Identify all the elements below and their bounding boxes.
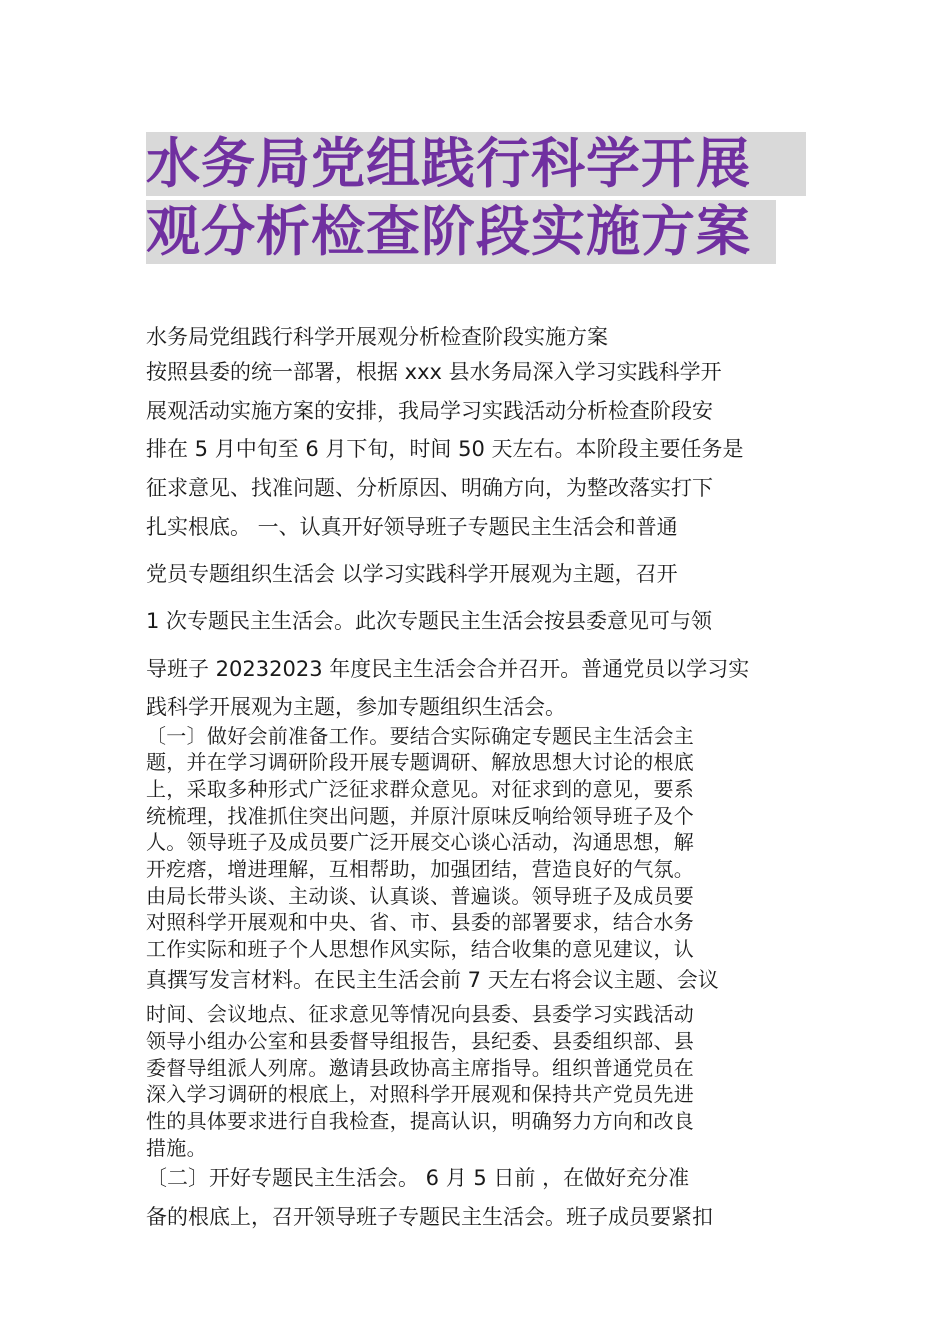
body-line: 开疙瘩，增进理解，互相帮助，加强团结，营造良好的气氛。: [146, 857, 695, 881]
body-line: 〔一〕做好会前准备工作。要结合实际确定专题民主生活会主: [146, 724, 695, 748]
document-title-line-2: 观分析检查阶段实施方案: [146, 200, 776, 264]
body-line: 对照科学开展观和中央、省、市、县委的部署要求，结合水务: [146, 910, 695, 934]
body-line: 展观活动实施方案的安排，我局学习实践活动分析检查阶段安: [146, 399, 713, 423]
body-line: 题，并在学习调研阶段开展专题调研、解放思想大讨论的根底: [146, 750, 695, 774]
body-line: 时间、会议地点、征求意见等情况向县委、县委学习实践活动: [146, 1002, 695, 1026]
body-line: 按照县委的统一部署，根据 xxx 县水务局深入学习实践科学开: [146, 360, 722, 384]
body-line: 备的根底上，召开领导班子专题民主生活会。班子成员要紧扣: [146, 1205, 713, 1229]
body-line: 措施。: [146, 1136, 207, 1160]
body-line: 扎实根底。 一、认真开好领导班子专题民主生活会和普通: [146, 515, 678, 539]
body-line: 水务局党组践行科学开展观分析检查阶段实施方案: [146, 325, 608, 349]
body-line: 领导小组办公室和县委督导组报告，县纪委、县委组织部、县: [146, 1029, 695, 1053]
body-line: 人。领导班子及成员要广泛开展交心谈心活动，沟通思想，解: [146, 830, 695, 854]
body-line: 委督导组派人列席。邀请县政协高主席指导。组织普通党员在: [146, 1056, 695, 1080]
body-line: 真撰写发言材料。在民主生活会前 7 天左右将会议主题、会议: [146, 968, 719, 992]
body-line: 1 次专题民主生活会。此次专题民主生活会按县委意见可与领: [146, 609, 713, 633]
body-line: 排在 5 月中旬至 6 月下旬，时间 50 天左右。本阶段主要任务是: [146, 437, 744, 461]
body-line: 征求意见、找准问题、分析原因、明确方向，为整改落实打下: [146, 476, 713, 500]
body-line: 践科学开展观为主题，参加专题组织生活会。: [146, 695, 566, 719]
body-line: 〔二〕开好专题民主生活会。 6 月 5 日前 ，在做好充分准: [146, 1166, 690, 1190]
body-line: 导班子 20232023 年度民主生活会合并召开。普通党员以学习实: [146, 657, 750, 681]
body-line: 工作实际和班子个人思想作风实际，结合收集的意见建议，认: [146, 937, 695, 961]
body-line: 上，采取多种形式广泛征求群众意见。对征求到的意见，要系: [146, 777, 695, 801]
body-line: 性的具体要求进行自我检查，提高认识，明确努力方向和改良: [146, 1109, 695, 1133]
body-line: 深入学习调研的根底上，对照科学开展观和保持共产党员先进: [146, 1082, 695, 1106]
body-line: 由局长带头谈、主动谈、认真谈、普遍谈。领导班子及成员要: [146, 884, 695, 908]
document-title-line-1: 水务局党组践行科学开展: [146, 132, 806, 196]
body-line: 统梳理，找准抓住突出问题，并原汁原味反响给领导班子及个: [146, 804, 695, 828]
body-line: 党员专题组织生活会 以学习实践科学开展观为主题，召开: [146, 562, 678, 586]
